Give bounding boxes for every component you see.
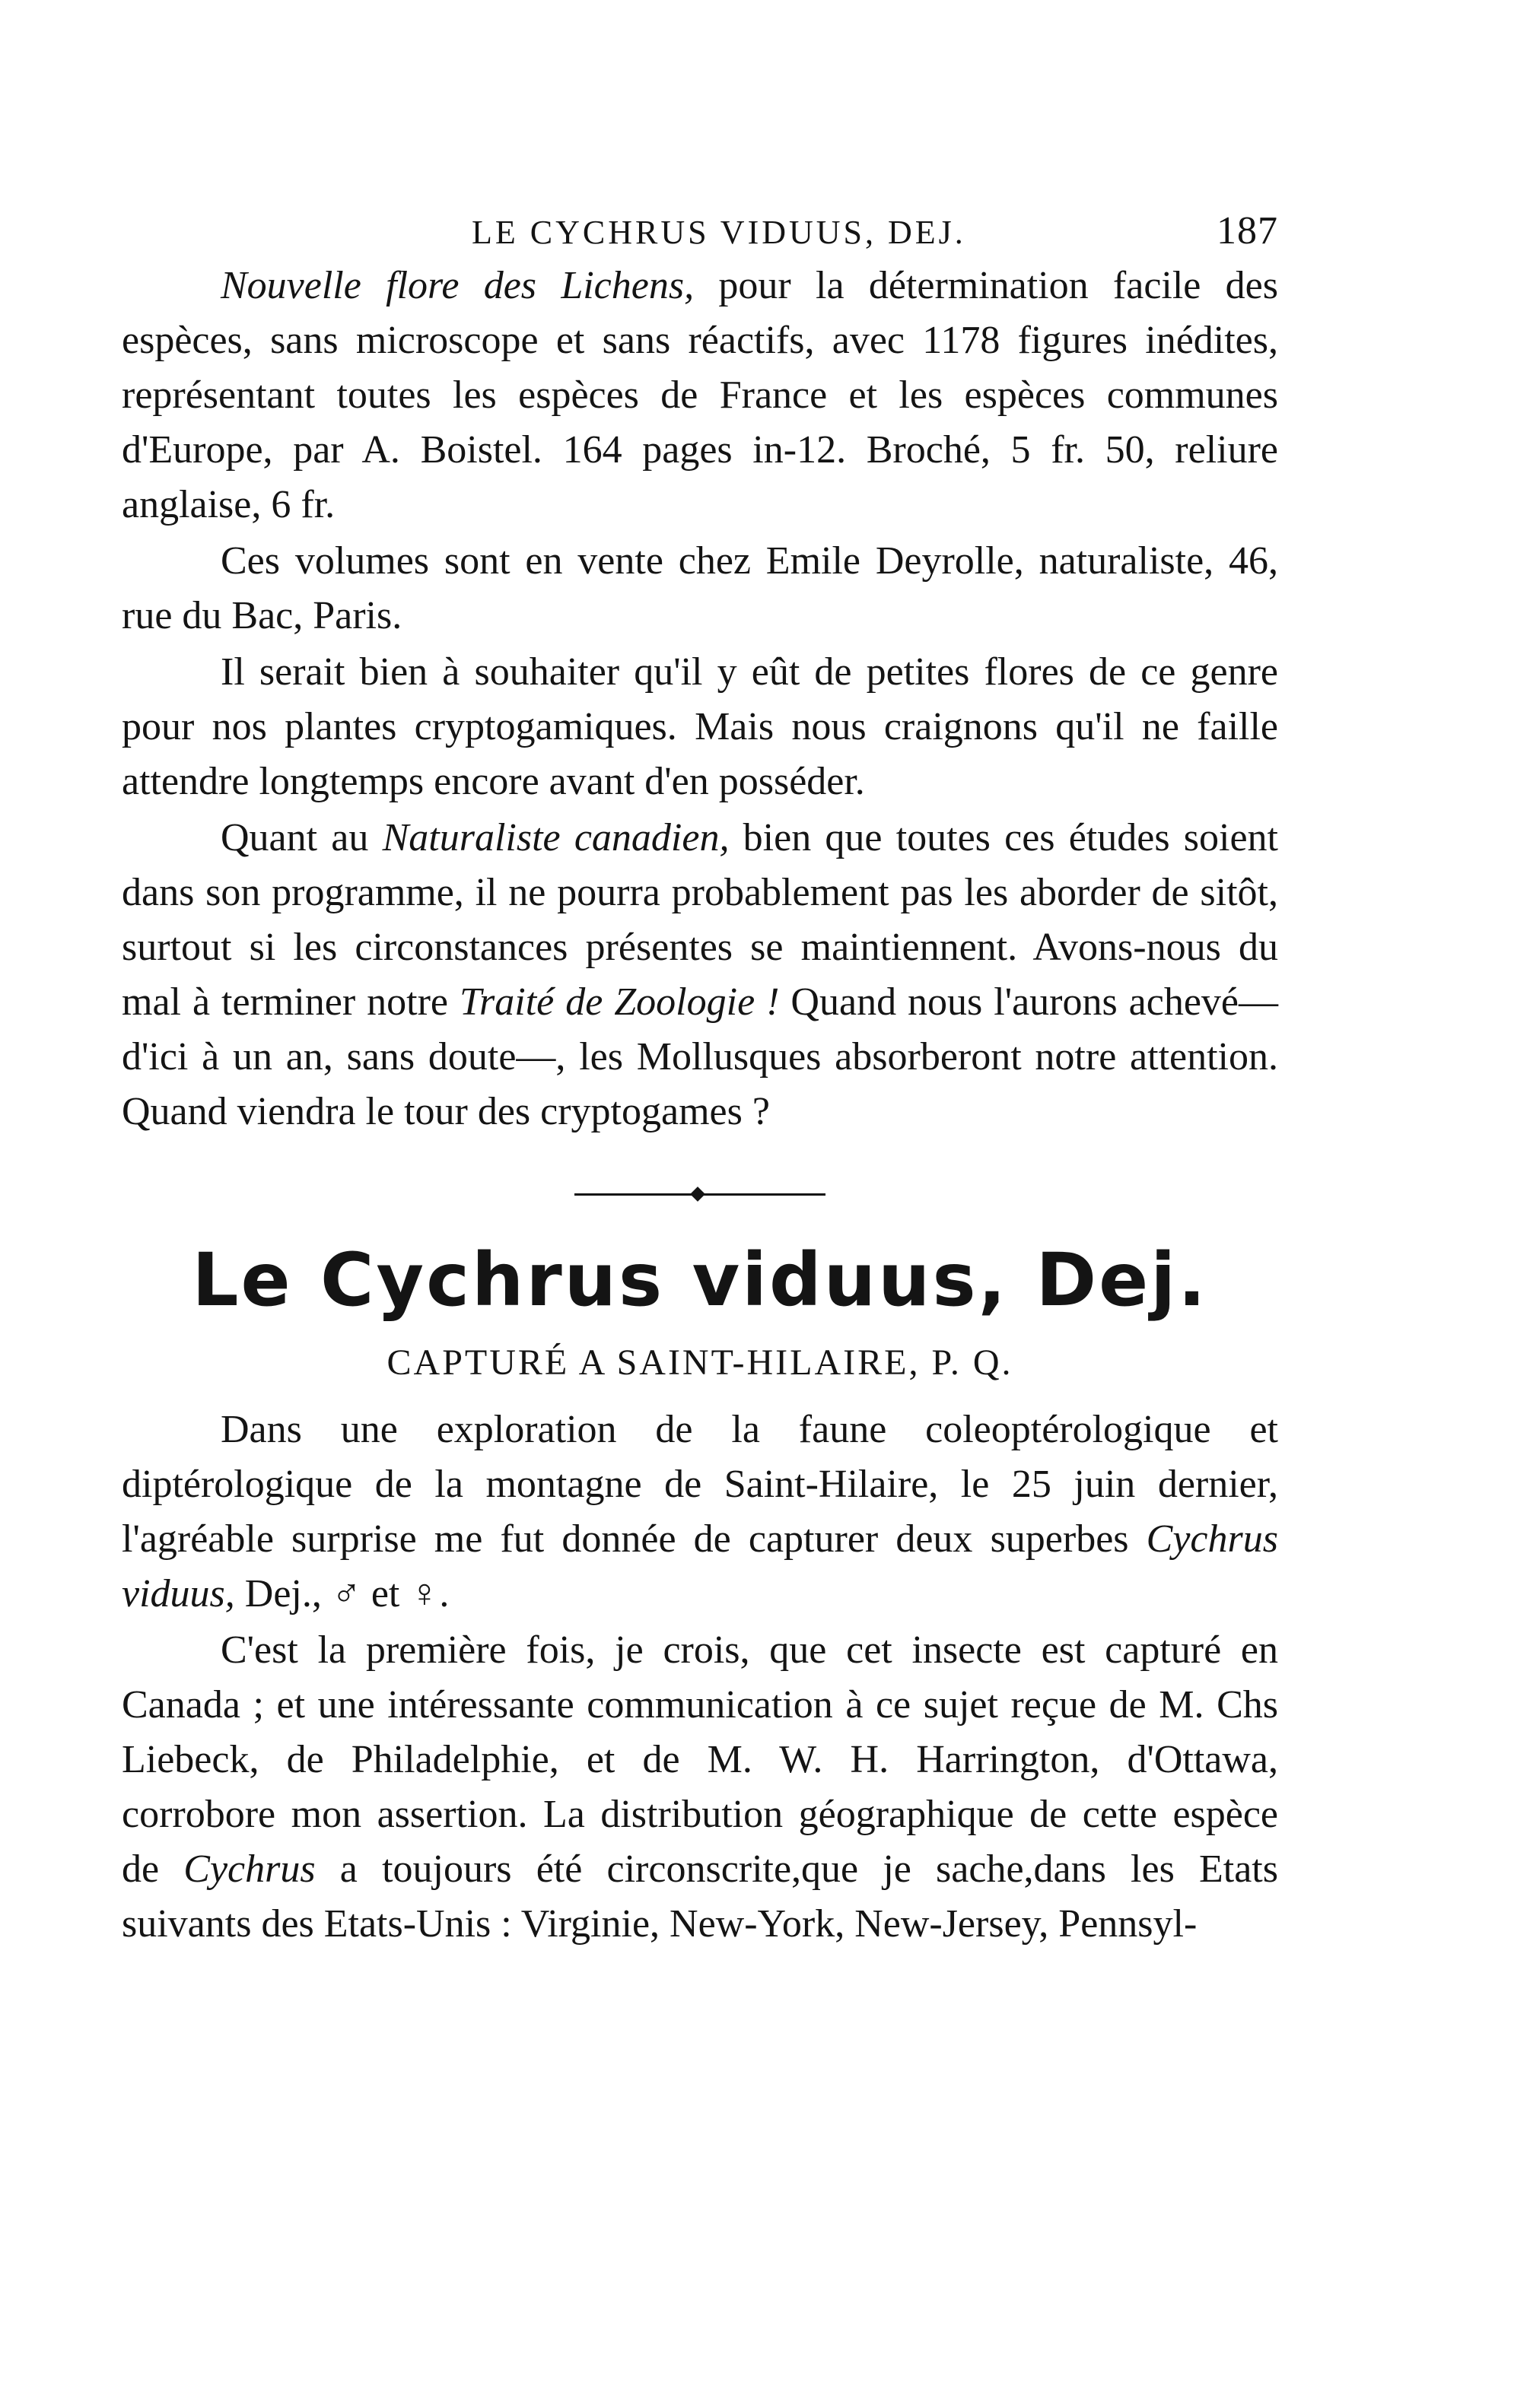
article-p2-end: a toujours été circonscrite,que je sache,dans les Etats suivants des Etats-Unis : Virginie, New-York, New-Jersey, Pennsyl- [122,1847,1278,1946]
running-head [122,205,1278,259]
naturaliste-text-start: Quant au [221,816,383,859]
treatise-title: Traité de Zoologie ! [459,980,780,1024]
wish-paragraph: Il serait bien à souhaiter qu'il y eût de petites flores de ce genre pour nos plantes cryptogamiques. Mais nous craignons qu'il ne faille attendre longtemps encore avant d'en posséder. [122,650,1278,803]
divider-ornament [690,1187,705,1202]
article-subtitle: CAPTURÉ A SAINT-HILAIRE, P. Q. [386,1342,1013,1383]
article-paragraph-2 [122,1623,1278,1952]
naturaliste-paragraph [122,811,1278,1139]
page-number: 187 [1217,209,1278,253]
naturaliste-text-middle: bien que toutes ces études soient dans son programme, il ne pourra probablement pas les aborder de sitôt, surtout si les circonstances présentes se maintiennent. Avons-nous du mal à terminer notre [122,816,1278,1024]
book-notice-paragraph [122,259,1278,532]
article-title: Le Cychrus viduus, Dej. [192,1237,1208,1323]
article-p2-start: C'est la première fois, je crois, que cet insecte est capturé en Canada ; et une intéressante communication à ce sujet reçue de M. Chs Liebeck, de Philadelphie, et de M. W. H. Harrington, d'Ottawa, corrobore mon assertion. La distribution géographique de cette espèce de [122,1628,1278,1891]
article-p1-end: Dej., ♂ et ♀. [234,1572,450,1615]
book-title: Nouvelle flore des Lichens, [221,264,695,307]
running-title: LE CYCHRUS VIDUUS, DEJ. [472,214,966,251]
species-name: Cychrus viduus, [122,1517,1278,1615]
section-divider [574,1187,825,1202]
sale-paragraph: Ces volumes sont en vente chez Emile Deyrolle, naturaliste, 46, rue du Bac, Paris. [122,539,1278,637]
book-notice-text: pour la détermination facile des espèces, sans microscope et sans réactifs, avec 1178 figures inédites, représentant toutes les espèces de France et les espèces communes d'Europe, par A. Boistel. 164 pages in-12. Broché, 5 fr. 50, reliure anglaise, 6 fr. [122,264,1279,526]
book-page [122,205,1278,1952]
naturaliste-text-end: Quand nous l'aurons achevé— d'ici à un an, sans doute—, les Mollusques absorberont notre attention. Quand viendra le tour des cryptogames ? [122,980,1279,1133]
journal-title: Naturaliste canadien, [382,816,730,859]
article-p1-start: Dans une exploration de la faune coleoptérologique et diptérologique de la montagne de Saint-Hilaire, le 25 juin dernier, l'agréable surprise me fut donnée de capturer deux superbes [122,1408,1278,1561]
genus-name: Cychrus [183,1847,316,1891]
article-paragraph-1 [122,1403,1278,1622]
